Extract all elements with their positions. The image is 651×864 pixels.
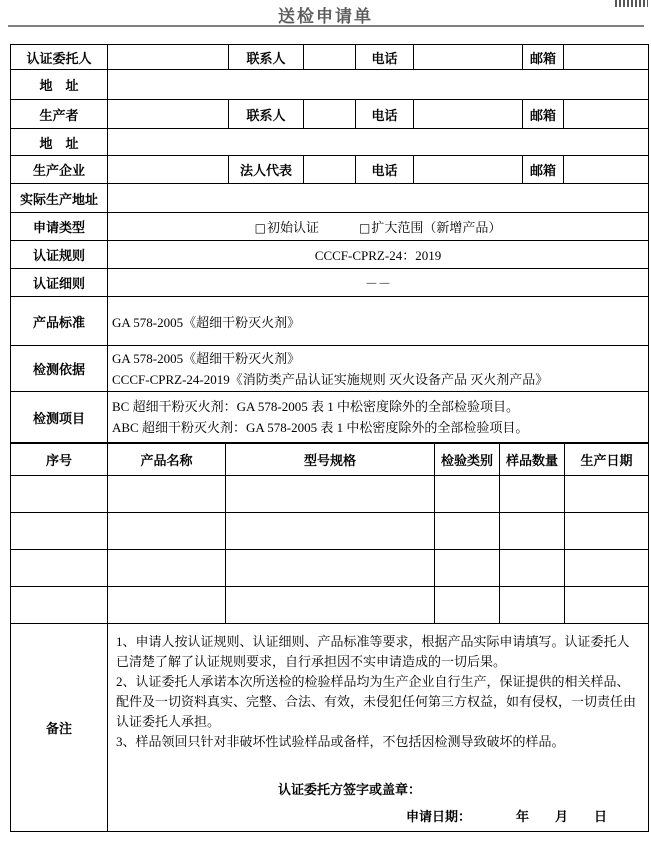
- product-table-header: [11, 443, 649, 476]
- legal-rep-field[interactable]: [304, 156, 356, 184]
- product-row-1: [11, 476, 649, 513]
- phone-label: 电话: [356, 45, 414, 70]
- legal-rep-label: 法人代表: [229, 156, 304, 184]
- col-product-name: 产品名称: [108, 443, 226, 476]
- production-date-cell[interactable]: [565, 587, 649, 624]
- sample-quantity-cell[interactable]: [500, 476, 565, 513]
- test-items-label: 检测项目: [11, 392, 108, 443]
- product-standard-label: 产品标准: [11, 297, 108, 346]
- title-divider: [8, 25, 644, 27]
- manufacturer-phone-field[interactable]: [414, 156, 523, 184]
- col-model-spec: 型号规格: [226, 443, 435, 476]
- sample-quantity-cell[interactable]: [500, 587, 565, 624]
- manufacturer-field[interactable]: [108, 156, 229, 184]
- remarks-content: [108, 624, 649, 832]
- row-applicant-address: [11, 70, 649, 100]
- applicant-field[interactable]: [108, 45, 229, 70]
- production-date-cell[interactable]: [565, 476, 649, 513]
- applicant-address-field[interactable]: [108, 70, 649, 100]
- product-row-2: [11, 513, 649, 550]
- application-form: [10, 44, 648, 832]
- inspection-type-cell[interactable]: [435, 513, 500, 550]
- col-sample-quantity: 样品数量: [500, 443, 565, 476]
- test-basis-line-2: CCCF-CPRZ-24-2019《消防类产品认证实施规则 灭火设备产品 灭火剂产品》: [112, 371, 549, 387]
- row-product-standard: [11, 297, 649, 346]
- production-date-cell[interactable]: [565, 550, 649, 587]
- row-remarks: [11, 624, 649, 832]
- phone-label: 电话: [356, 100, 414, 129]
- row-certification-detail: [11, 269, 649, 297]
- applicant-label: 认证委托人: [11, 45, 108, 70]
- certification-detail-label: 认证细则: [11, 269, 108, 297]
- product-name-cell[interactable]: [108, 587, 226, 624]
- model-spec-cell[interactable]: [226, 513, 435, 550]
- producer-email-field[interactable]: [564, 100, 649, 129]
- address-label: 地 址: [11, 129, 108, 156]
- row-producer: [11, 100, 649, 129]
- test-items-value: [108, 392, 649, 443]
- test-basis-value: [108, 346, 649, 392]
- manufacturer-label: 生产企业: [11, 156, 108, 184]
- date-label: 申请日期：: [406, 809, 472, 824]
- test-basis-line-1: GA 578-2005《超细干粉灭火剂》: [112, 350, 301, 366]
- certification-detail-value: －－: [108, 269, 649, 297]
- test-items-line-1: BC 超细干粉灭火剂：GA 578-2005 表 1 中松密度除外的全部检验项目。: [112, 399, 519, 414]
- phone-label: 电话: [356, 156, 414, 184]
- info-table: [10, 44, 649, 443]
- producer-field[interactable]: [108, 100, 229, 129]
- product-name-cell[interactable]: [108, 476, 226, 513]
- serial-cell[interactable]: [11, 550, 108, 587]
- remarks-table: [10, 623, 649, 832]
- row-test-items: [11, 392, 649, 443]
- inspection-type-cell[interactable]: [435, 476, 500, 513]
- product-name-cell[interactable]: [108, 513, 226, 550]
- test-basis-label: 检测依据: [11, 346, 108, 392]
- address-label: 地 址: [11, 70, 108, 100]
- certification-rule-value: CCCF-CPRZ-24：2019: [108, 241, 649, 269]
- application-type-options: [108, 213, 649, 241]
- row-actual-production-address: [11, 184, 649, 213]
- applicant-contact-field[interactable]: [304, 45, 356, 70]
- option-expand-scope-label: 扩大范围（新增产品）: [371, 220, 502, 235]
- option-initial-certification: [255, 220, 319, 235]
- year-label: 年: [516, 809, 530, 824]
- product-standard-value: GA 578-2005《超细干粉灭火剂》: [108, 297, 649, 346]
- product-name-cell[interactable]: [108, 550, 226, 587]
- corner-logo-fragment: [615, 0, 648, 7]
- contact-label: 联系人: [229, 100, 304, 129]
- row-producer-address: [11, 129, 649, 156]
- remark-item-1: 1、申请人按认证规则、认证细则、产品标准等要求，根据产品实际申请填写。认证委托人已清楚了解了认证规则要求，自行承担因不实申请造成的一切后果。: [116, 634, 630, 669]
- certification-rule-label: 认证规则: [11, 241, 108, 269]
- serial-cell[interactable]: [11, 476, 108, 513]
- serial-cell[interactable]: [11, 513, 108, 550]
- option-expand-scope: [359, 220, 501, 235]
- producer-phone-field[interactable]: [414, 100, 523, 129]
- month-label: 月: [555, 809, 569, 824]
- remarks-label: 备注: [11, 624, 108, 832]
- test-items-line-2: ABC 超细干粉灭火剂：GA 578-2005 表 1 中松密度除外的全部检验项目。: [112, 420, 529, 435]
- col-serial-number: 序号: [11, 443, 108, 476]
- checkbox-initial-certification-icon[interactable]: □: [254, 221, 266, 235]
- product-row-3: [11, 550, 649, 587]
- row-application-type: [11, 213, 649, 241]
- producer-contact-field[interactable]: [304, 100, 356, 129]
- email-label: 邮箱: [523, 100, 564, 129]
- production-date-cell[interactable]: [565, 513, 649, 550]
- manufacturer-email-field[interactable]: [564, 156, 649, 184]
- row-applicant: [11, 45, 649, 70]
- model-spec-cell[interactable]: [226, 476, 435, 513]
- row-certification-rule: [11, 241, 649, 269]
- producer-address-field[interactable]: [108, 129, 649, 156]
- checkbox-expand-scope-icon[interactable]: □: [359, 221, 371, 235]
- row-test-basis: [11, 346, 649, 392]
- applicant-email-field[interactable]: [564, 45, 649, 70]
- row-manufacturer: [11, 156, 649, 184]
- producer-label: 生产者: [11, 100, 108, 129]
- model-spec-cell[interactable]: [226, 550, 435, 587]
- application-type-label: 申请类型: [11, 213, 108, 241]
- product-table: [10, 442, 649, 624]
- contact-label: 联系人: [229, 45, 304, 70]
- signature-label: 认证委托方签字或盖章：: [278, 782, 422, 797]
- page-title: 送检申请单: [278, 7, 373, 26]
- email-label: 邮箱: [523, 45, 564, 70]
- model-spec-cell[interactable]: [226, 587, 435, 624]
- serial-cell[interactable]: [11, 587, 108, 624]
- sample-quantity-cell[interactable]: [500, 513, 565, 550]
- sample-quantity-cell[interactable]: [500, 550, 565, 587]
- remark-item-2: 2、认证委托人承诺本次所送检的检验样品均为生产企业自行生产，保证提供的相关样品、配件及一切资料真实、完整、合法、有效，未侵犯任何第三方权益，如有侵权，一切责任由认证委托人承担。: [116, 674, 637, 729]
- signature-line: [116, 780, 640, 800]
- col-production-date: 生产日期: [565, 443, 649, 476]
- col-inspection-type: 检验类别: [435, 443, 500, 476]
- inspection-type-cell[interactable]: [435, 550, 500, 587]
- actual-address-label: 实际生产地址: [11, 184, 108, 213]
- email-label: 邮箱: [523, 156, 564, 184]
- actual-address-field[interactable]: [108, 184, 649, 213]
- applicant-phone-field[interactable]: [414, 45, 523, 70]
- day-label: 日: [594, 809, 608, 824]
- product-row-4: [11, 587, 649, 624]
- inspection-type-cell[interactable]: [435, 587, 500, 624]
- remark-item-3: 3、样品领回只针对非破坏性试验样品或备样，不包括因检测导致破坏的样品。: [116, 734, 565, 749]
- option-initial-certification-label: 初始认证: [266, 220, 319, 235]
- application-date-line: [116, 807, 640, 827]
